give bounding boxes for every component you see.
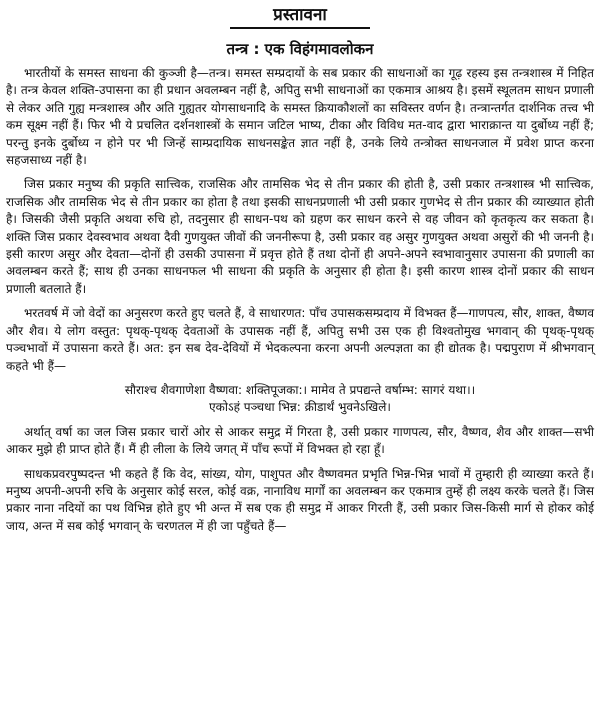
verse-line-2: एकोऽहं पञ्चधा भिन्न: क्रीडार्थं भुवनेऽखिले। [209,400,391,415]
section-subtitle: तन्त्र : एक विहंगमावलोकन [226,40,374,58]
title-underline [230,27,370,29]
verse-line-1: सौराश्च शैवगाणेशा वैष्णवा: शक्तिपूजका:। मामेव ते प्रपद्यन्ते वर्षाम्भ: सागरं यथा।। [124,382,476,397]
page-title: प्रस्तावना [273,5,327,25]
verse-block [6,382,594,417]
paragraph-3: भरतवर्ष में जो वेदों का अनुसरण करते हुए चलते हैं, वे साधारणत: पाँच उपासकसम्प्रदाय में विभक्त हैं—गाणपत्य, सौर, शाक्त, वैष्णव और शैव। ये लोग वस्तुत: पृथक्-पृथक् देवताओं के उपासक नहीं हैं, अपितु सभी उस एक ही विश्वतोमुख भगवान् की पृथक्-पृथक् पञ्चभावों में उपासना करते हैं। अत: इन सब देव-देवियों में भेदकल्पना करना अपनी अल्पज्ञता का ही द्योतक है। पद्मपुराण में श्रीभगवान् कहते भी हैं— [6,306,594,373]
paragraph-5: साधकप्रवरपुष्पदन्त भी कहते हैं कि वेद, सांख्य, योग, पाशुपत और वैष्णवमत प्रभृति भिन्न-भिन्न भावों में तुम्हारी ही व्याख्या करते हैं। मनुष्य अपनी-अपनी रुचि के अनुसार कोई सरल, कोई वक्र, नानाविध मार्गों का अवलम्बन कर एकमात्र तुम्हें ही लक्ष्य करके चलते हैं। जिस प्रकार नाना नदियों का पथ विभिन्न होते हुए भी अन्त में सब एक ही समुद्र में आकर गिरती हैं, उसी प्रकार जिस-किसी मार्ग से होकर कोई जाय, अन्त में सब कोई भगवान् के चरणतल में ही जा पहुँचते हैं— [6,466,594,533]
paragraph-2: जिस प्रकार मनुष्य की प्रकृति सात्त्विक, राजसिक और तामसिक भेद से तीन प्रकार की होती है, उसी प्रकार तन्त्रशास्त्र भी सात्त्विक, राजसिक और तामसिक भेद से तीन प्रकार का होता है तथा इसकी साधनप्रणाली भी उसी प्रकार गुणभेद से तीन प्रकार की व्याख्यात होती है। जिसकी जैसी प्रकृति अथवा रुचि हो, तदनुसार ही साधन-पथ को ग्रहण कर साधन करने से वह जीवन को कृतकृत्य कर सकता है। शक्ति जिस प्रकार देवस्वभाव अथवा दैवी गुणयुक्त जीवों की जननीरूपा है, उसी प्रकार वह असुर गुणयुक्त अथवा असुरों की भी जननी है। इसी कारण असुर और देवता—दोनों ही उसकी उपासना में प्रवृत्त होते हैं तथा दोनों ही अपने-अपने स्वभावानुसार उपासना की प्रणाली का अवलम्बन करते हैं; साथ ही उनका साधनफल भी साधना की प्रकृति के अनुसार ही होता है। इसी कारण शास्त्र दोनों प्रकार की साधन प्रणाली बतलाते हैं। [6,177,594,296]
paragraph-1: भारतीयों के समस्त साधना की कुञ्जी है—तन्त्र। समस्त सम्प्रदायों के सब प्रकार की साधनाओं का गूढ़ रहस्य इस तन्त्रशास्त्र में निहित है। तन्त्र केवल शक्ति-उपासना का ही प्रधान अवलम्बन नहीं है, अपितु सभी साधनाओं का एकमात्र आश्रय है। इसमें स्थूलतम साधन प्रणाली से लेकर अति गुह्य मन्त्रशास्त्र और अति गुह्यतर योगसाधनादि के समस्त क्रियाकौशलों का सविस्तर वर्णन है। तन्त्रान्तर्गत दार्शनिक तत्त्व भी कम सूक्ष्म नहीं हैं। फिर भी ये प्रचलित दर्शनशास्त्रों के समान जटिल भाष्य, टीका और विविध मत-वाद द्वारा भाराक्रान्त या दुर्बोध्य नहीं हैं; परन्तु इनके दुर्बोध्य न होने पर भी जिन्हें साम्प्रदायिक साधनसङ्केत ज्ञात नहीं है, उनके लिये तन्त्रोक्त साधनजाल में प्रवेश प्राप्त करना सहजसाध्य नहीं है। [6,66,594,168]
paragraph-4: अर्थात् वर्षा का जल जिस प्रकार चारों ओर से आकर समुद्र में गिरता है, उसी प्रकार गाणपत्य, सौर, वैष्णव, शैव और शाक्त—सभी आकर मुझे ही प्राप्त होते हैं। मैं ही लीला के लिये जगत् में पाँच रूपों में विभक्त हो रहा हूँ। [6,424,594,457]
